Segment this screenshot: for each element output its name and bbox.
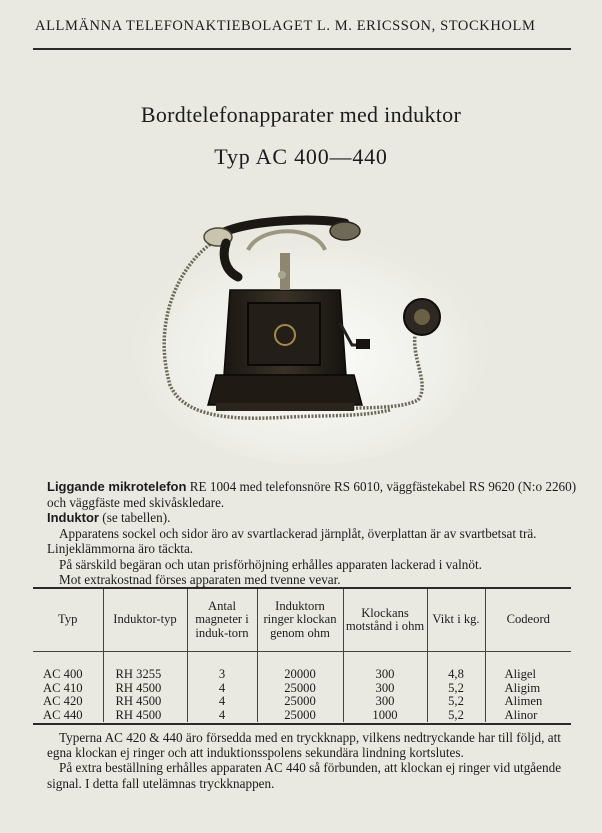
cell-vikt: 5,2	[427, 682, 485, 696]
cell-typ: AC 400	[33, 652, 103, 682]
microphone-text: RE 1004 med telefonsnöre RS 6010, väggfästekabel RS 9620 (N:o 2260) och väggfäste med skivåskledare.	[47, 479, 577, 510]
header-ringer: Induktorn ringer klockan genom ohm	[257, 589, 343, 652]
cell-induktor: RH 4500	[103, 695, 187, 709]
inductor-text: (se tabellen).	[99, 510, 171, 525]
cell-ringer: 25000	[257, 695, 343, 709]
cell-ringer: 20000	[257, 652, 343, 682]
notes-block	[47, 730, 577, 791]
microphone-label: Liggande mikrotelefon	[47, 479, 187, 494]
cell-codeord: Aligel	[504, 667, 536, 681]
table-row	[33, 652, 571, 682]
header-magneter: Antal magneter i induk-torn	[187, 589, 257, 652]
cell-typ: AC 420	[33, 695, 103, 709]
cell-codeord: Alinor	[504, 707, 538, 722]
cell-vikt: 5,2	[427, 709, 485, 723]
pushbutton-note: Typerna AC 420 & 440 äro försedda med en tryckknapp, vilkens nedtryckande har till följd, att egna klockan ej ringer och att induktionsspolens sekundära lindning kortslutes.	[47, 730, 561, 761]
cranks-text: Mot extrakostnad förses apparaten med tvenne vevar.	[59, 572, 341, 587]
inductor-label: Induktor	[47, 510, 99, 525]
cell-motstand: 1000	[343, 709, 427, 723]
company-header: ALLMÄNNA TELEFONAKTIEBOLAGET L. M. ERICSSON, STOCKHOLM	[35, 18, 536, 34]
header-vikt: Vikt i kg.	[427, 589, 485, 652]
page-subtitle: Typ AC 400—440	[214, 144, 388, 169]
cell-magneter: 4	[187, 695, 257, 709]
cell-induktor: RH 4500	[103, 682, 187, 696]
telephone-illustration	[130, 195, 490, 470]
cell-induktor: RH 3255	[103, 652, 187, 682]
cell-vikt: 4,8	[427, 652, 485, 682]
cell-induktor: RH 4500	[103, 709, 187, 723]
header-codeord: Codeord	[485, 589, 571, 652]
cell-motstand: 300	[343, 695, 427, 709]
cell-codeord: Alimen	[504, 694, 543, 708]
header-motstand: Klockans motstånd i ohm	[343, 589, 427, 652]
material-text: Apparatens sockel och sidor äro av svartlackerad järnplåt, överplattan är av svartbetsat trä. Linjeklämmorna äro täckta.	[47, 525, 537, 556]
cell-typ: AC 410	[33, 682, 103, 696]
cell-ringer: 25000	[257, 709, 343, 723]
table-row	[33, 695, 571, 709]
cell-vikt: 5,2	[427, 695, 485, 709]
extra-order-note: På extra beställning erhålles apparaten AC 440 så förbunden, att klockan ej ringer vid utgående signal. I detta fall utelämnas tryckknappen.	[47, 760, 562, 791]
table-row	[33, 682, 571, 696]
cell-magneter: 4	[187, 709, 257, 723]
page-title: Bordtelefonapparater med induktor	[140, 102, 462, 127]
cell-magneter: 3	[187, 652, 257, 682]
cell-ringer: 25000	[257, 682, 343, 696]
cell-typ: AC 440	[33, 709, 103, 723]
table-row	[33, 709, 571, 723]
header-induktortyp: Induktor-typ	[103, 589, 187, 652]
cell-motstand: 300	[343, 682, 427, 696]
spec-table	[33, 587, 571, 725]
header-typ: Typ	[33, 589, 103, 652]
lacquer-text: På särskild begäran och utan prisförhöjning erhålles apparaten lackerad i valnöt.	[59, 556, 482, 572]
description-block	[47, 479, 577, 588]
header-rule	[33, 48, 571, 50]
cell-motstand: 300	[343, 652, 427, 682]
cell-codeord: Aligim	[504, 680, 541, 695]
cell-magneter: 4	[187, 682, 257, 696]
